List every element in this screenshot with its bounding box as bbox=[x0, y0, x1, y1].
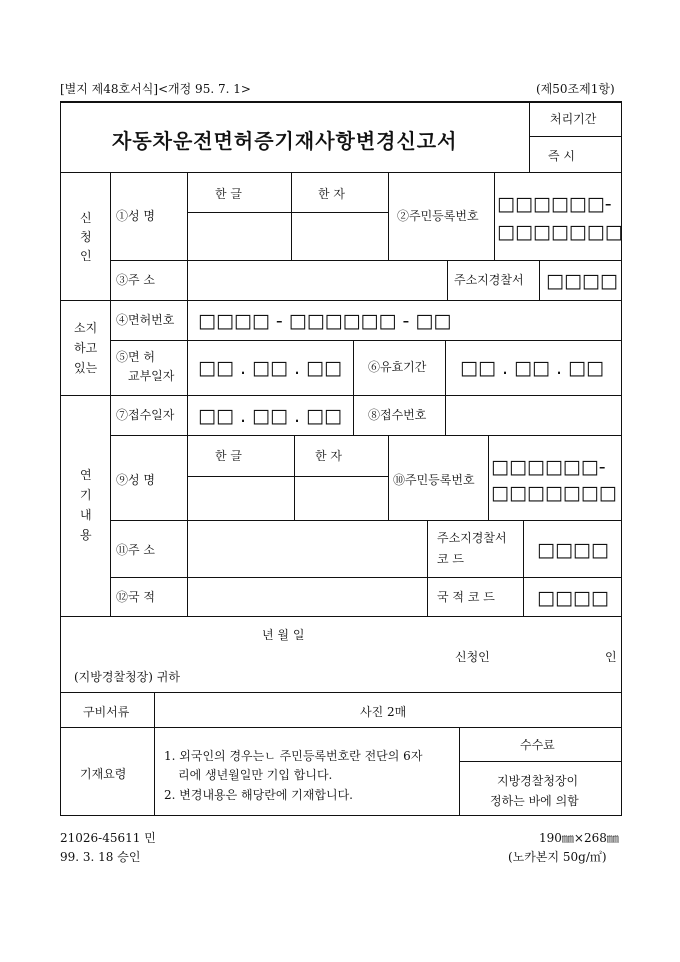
applicant-address-field[interactable] bbox=[188, 261, 446, 299]
article-reference: (제50조제1항) bbox=[536, 82, 615, 96]
addressee: (지방경찰청장) 귀하 bbox=[74, 670, 180, 684]
applicant-address-label: ③주 소 bbox=[116, 273, 155, 287]
signature-applicant-label: 신청인 bbox=[455, 650, 490, 664]
license-issue-date-label-2: 교부일자 bbox=[128, 369, 175, 383]
required-documents-value: 사진 2매 bbox=[360, 705, 407, 719]
applicant-hanja-label: 한 자 bbox=[318, 187, 345, 201]
applicant-resident-no-label: ②주민등록번호 bbox=[397, 209, 479, 223]
change-hangul-label: 한 글 bbox=[215, 449, 242, 463]
receipt-date-label: ⑦접수일자 bbox=[116, 408, 175, 422]
change-address-label: ⑪주 소 bbox=[116, 543, 155, 557]
change-resident-no-boxes-front[interactable]: □□□□□□- bbox=[491, 456, 606, 478]
fee-label: 수수료 bbox=[520, 738, 555, 752]
nationality-code-label: 국 적 코 드 bbox=[437, 590, 495, 604]
required-documents-label: 구비서류 bbox=[83, 705, 130, 719]
nationality-label: ⑫국 적 bbox=[116, 590, 155, 604]
form-number: [별지 제48호서식]<개정 95. 7. 1> bbox=[60, 82, 251, 96]
applicant-section-label-2: 청 bbox=[80, 230, 92, 244]
change-section-label-3: 내 bbox=[80, 508, 92, 522]
change-resident-no-label: ⑩주민등록번호 bbox=[393, 473, 475, 487]
change-hanja-name-field[interactable] bbox=[295, 477, 387, 519]
applicant-police-boxes[interactable]: □□□□ bbox=[546, 270, 618, 292]
change-police-code-boxes[interactable]: □□□□ bbox=[537, 539, 609, 561]
footer-form-code: 21026-45611 민 bbox=[60, 831, 156, 845]
license-section-label-2: 하고 bbox=[74, 341, 98, 355]
license-section-label-3: 있는 bbox=[74, 361, 98, 375]
license-section-label-1: 소지 bbox=[74, 321, 98, 335]
license-issue-date-label-1: ⑤면 허 bbox=[116, 350, 155, 364]
change-hangul-name-field[interactable] bbox=[188, 477, 293, 519]
instructions-line-3: 2. 변경내용은 해당란에 기재합니다. bbox=[164, 788, 353, 802]
change-name-label: ⑨성 명 bbox=[116, 473, 155, 487]
change-hanja-label: 한 자 bbox=[315, 449, 342, 463]
fee-value-1: 지방경찰청장이 bbox=[497, 774, 579, 788]
fee-value-2: 정하는 바에 의함 bbox=[490, 794, 579, 808]
processing-period-value: 즉 시 bbox=[548, 149, 575, 163]
change-section-label-1: 연 bbox=[80, 468, 92, 482]
license-number-boxes[interactable]: □□□□ - □□□□□□ - □□ bbox=[198, 310, 452, 332]
instructions-line-1: 1. 외국인의 경우는ㄴ 주민등록번호란 전단의 6자 bbox=[164, 749, 423, 763]
footer-paper-type: (노카본지 50g/㎡) bbox=[508, 850, 607, 864]
applicant-resident-no-boxes-back[interactable]: □□□□□□□ bbox=[497, 221, 623, 243]
change-address-field[interactable] bbox=[188, 521, 426, 576]
license-valid-period-boxes[interactable]: □□ . □□ . □□ bbox=[460, 357, 604, 379]
footer-paper-size: 190㎜×268㎜ bbox=[539, 831, 619, 845]
change-police-code-label-2: 코 드 bbox=[437, 552, 464, 566]
signature-date: 년 월 일 bbox=[262, 628, 305, 642]
footer-approval-date: 99. 3. 18 승인 bbox=[60, 850, 141, 864]
applicant-section-label-1: 신 bbox=[80, 211, 92, 225]
change-section-label-2: 기 bbox=[80, 488, 92, 502]
signature-seal-label: 인 bbox=[605, 650, 617, 664]
applicant-hanja-name-field[interactable] bbox=[292, 213, 387, 259]
instructions-label: 기재요령 bbox=[80, 767, 127, 781]
license-number-label: ④면허번호 bbox=[116, 313, 175, 327]
license-issue-date-boxes[interactable]: □□ . □□ . □□ bbox=[198, 357, 342, 379]
form-title: 자동차운전면허증기재사항변경신고서 bbox=[112, 129, 458, 153]
applicant-hangul-label: 한 글 bbox=[215, 187, 242, 201]
receipt-date-boxes[interactable]: □□ . □□ . □□ bbox=[198, 405, 342, 427]
applicant-name-label: ①성 명 bbox=[116, 209, 155, 223]
instructions-line-2: 리에 생년월일만 기입 합니다. bbox=[178, 768, 333, 782]
change-section-label-4: 용 bbox=[80, 528, 92, 542]
applicant-section-label-3: 인 bbox=[80, 249, 92, 263]
change-police-code-label-1: 주소지경찰서 bbox=[437, 531, 507, 545]
processing-period-label: 처리기간 bbox=[550, 112, 597, 126]
receipt-number-label: ⑧접수번호 bbox=[368, 408, 427, 422]
receipt-number-field[interactable] bbox=[446, 396, 620, 434]
nationality-code-boxes[interactable]: □□□□ bbox=[537, 587, 609, 609]
applicant-police-label: 주소지경찰서 bbox=[454, 273, 524, 287]
applicant-resident-no-boxes-front[interactable]: □□□□□□- bbox=[497, 193, 612, 215]
change-resident-no-boxes-back[interactable]: □□□□□□□ bbox=[491, 482, 617, 504]
nationality-field[interactable] bbox=[188, 578, 426, 615]
applicant-hangul-name-field[interactable] bbox=[188, 213, 290, 259]
license-valid-period-label: ⑥유효기간 bbox=[368, 360, 427, 374]
